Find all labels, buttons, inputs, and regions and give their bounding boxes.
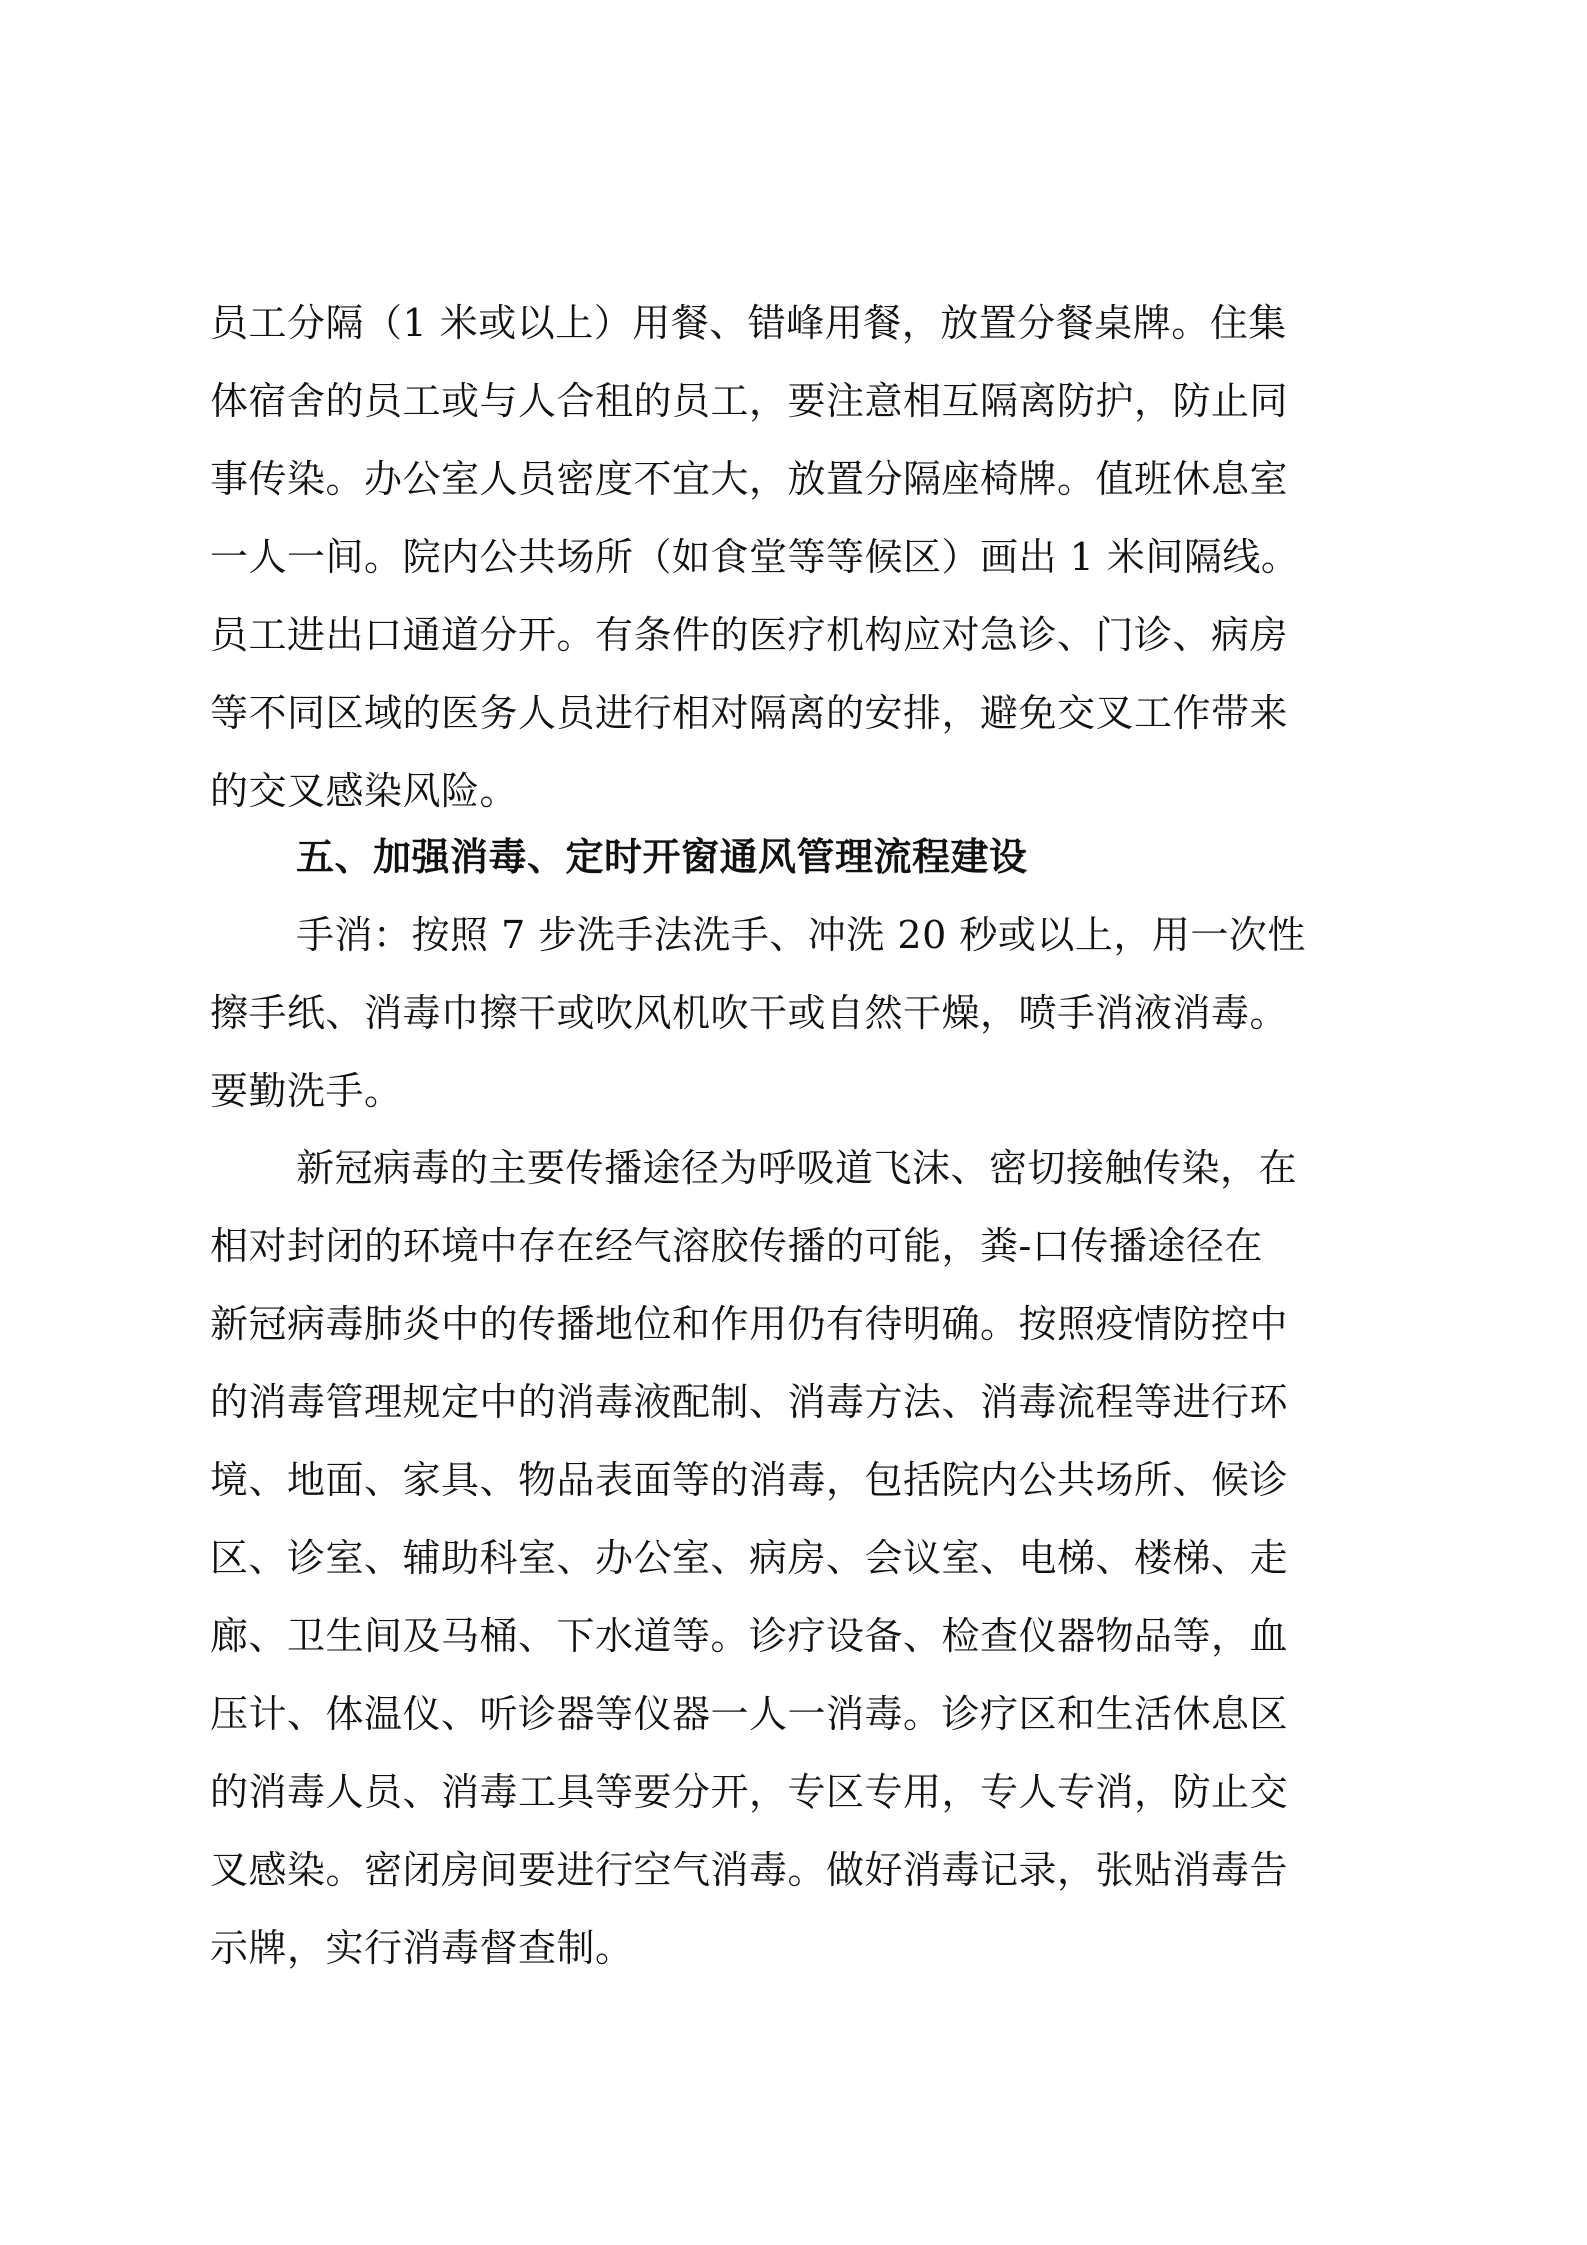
text-line: 员工进出口通道分开。有条件的医疗机构应对急诊、门诊、病房 (210, 613, 1289, 657)
text-line: 示牌，实行消毒督查制。 (210, 1926, 634, 1970)
section-heading (210, 818, 1385, 896)
text-line: 廊、卫生间及马桶、下水道等。诊疗设备、检查仪器物品等，血 (210, 1614, 1289, 1658)
text-line: 的交叉感染风险。 (210, 769, 519, 813)
text-line: 员工分隔（1 米或以上）用餐、错峰用餐，放置分餐桌牌。住集 (210, 301, 1287, 345)
paragraph-hand-disinfection (210, 896, 1385, 1130)
text-line: 擦手纸、消毒巾擦干或吹风机吹干或自然干燥，喷手消液消毒。 (210, 991, 1289, 1035)
text-line: 区、诊室、辅助科室、办公室、病房、会议室、电梯、楼梯、走 (210, 1536, 1289, 1580)
text-line: 的消毒人员、消毒工具等要分开，专区专用，专人专消，防止交 (210, 1770, 1289, 1814)
paragraph-staff-separation (210, 284, 1385, 830)
text-line: 压计、体温仪、听诊器等仪器一人一消毒。诊疗区和生活休息区 (210, 1692, 1289, 1736)
text-line: 等不同区域的医务人员进行相对隔离的安排，避免交叉工作带来 (210, 691, 1289, 735)
text-line: 体宿舍的员工或与人合租的员工，要注意相互隔离防护，防止同 (210, 379, 1289, 423)
text-line: 相对封闭的环境中存在经气溶胶传播的可能，粪-口传播途径在 (210, 1224, 1263, 1268)
text-line: 手消：按照 7 步洗手法洗手、冲洗 20 秒或以上，用一次性 (296, 913, 1306, 957)
paragraph-transmission-disinfection (210, 1129, 1385, 1987)
text-line: 一人一间。院内公共场所（如食堂等等候区）画出 1 米间隔线。 (210, 535, 1300, 579)
section-heading-text: 五、加强消毒、定时开窗通风管理流程建设 (296, 835, 1028, 879)
text-line: 事传染。办公室人员密度不宜大，放置分隔座椅牌。值班休息室 (210, 457, 1289, 501)
text-line: 的消毒管理规定中的消毒液配制、消毒方法、消毒流程等进行环 (210, 1380, 1289, 1424)
text-line: 新冠病毒的主要传播途径为呼吸道飞沫、密切接触传染，在 (296, 1146, 1298, 1190)
text-line: 叉感染。密闭房间要进行空气消毒。做好消毒记录，张贴消毒告 (210, 1848, 1289, 1892)
text-line: 境、地面、家具、物品表面等的消毒，包括院内公共场所、候诊 (210, 1458, 1289, 1502)
text-line: 新冠病毒肺炎中的传播地位和作用仍有待明确。按照疫情防控中 (210, 1302, 1289, 1346)
text-line: 要勤洗手。 (210, 1069, 403, 1113)
